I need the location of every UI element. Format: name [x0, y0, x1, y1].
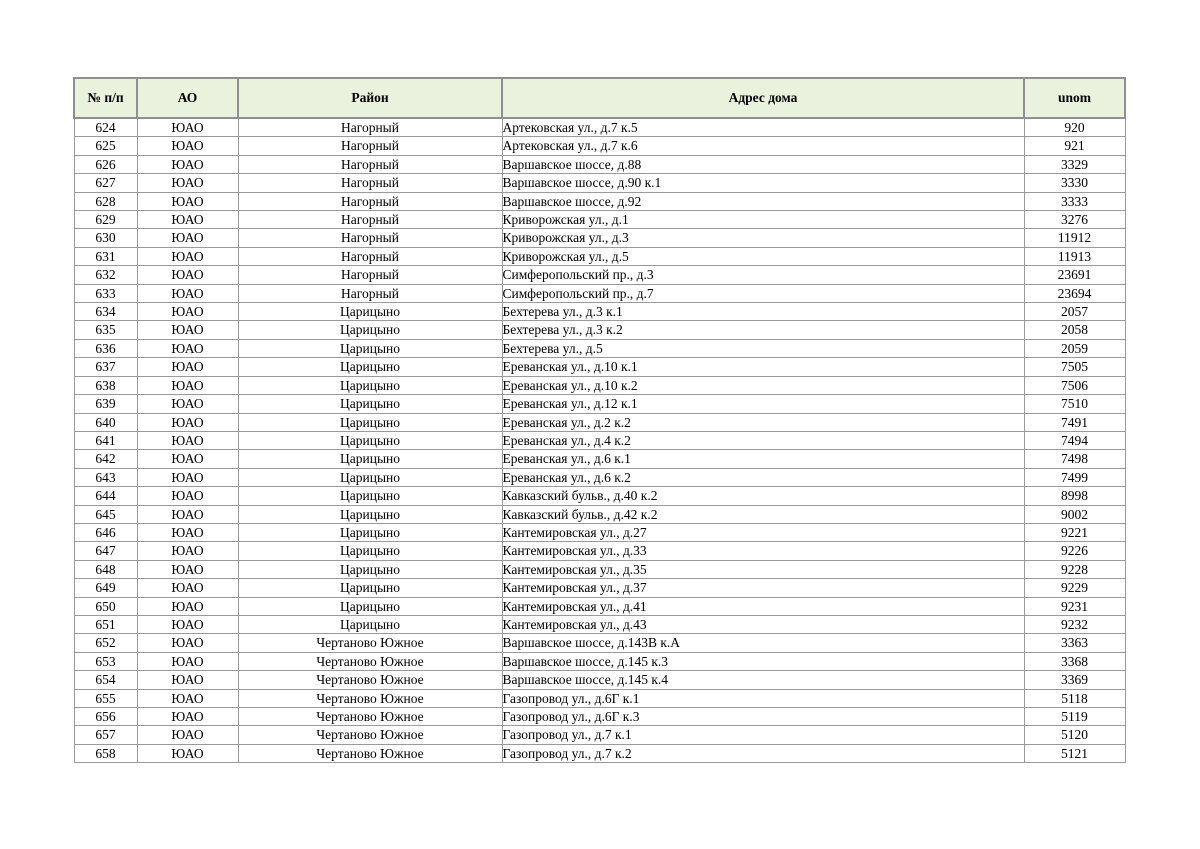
cell-ao: ЮАО [137, 505, 238, 523]
cell-ao: ЮАО [137, 468, 238, 486]
cell-ao: ЮАО [137, 192, 238, 210]
cell-ao: ЮАО [137, 634, 238, 652]
cell-number: 644 [74, 487, 137, 505]
cell-ao: ЮАО [137, 744, 238, 762]
cell-ao: ЮАО [137, 284, 238, 302]
cell-unom: 3276 [1024, 211, 1125, 229]
table-row [74, 744, 1125, 762]
cell-number: 636 [74, 339, 137, 357]
cell-number: 627 [74, 174, 137, 192]
cell-unom: 7498 [1024, 450, 1125, 468]
cell-ao: ЮАО [137, 450, 238, 468]
table-row [74, 413, 1125, 431]
cell-address: Ереванская ул., д.4 к.2 [502, 431, 1024, 449]
table-row [74, 358, 1125, 376]
table-row [74, 450, 1125, 468]
cell-district: Царицыно [238, 597, 502, 615]
cell-address: Криворожская ул., д.5 [502, 247, 1024, 265]
cell-address: Ереванская ул., д.12 к.1 [502, 395, 1024, 413]
table-row [74, 487, 1125, 505]
cell-number: 642 [74, 450, 137, 468]
cell-district: Царицыно [238, 303, 502, 321]
cell-number: 655 [74, 689, 137, 707]
cell-ao: ЮАО [137, 671, 238, 689]
header-number: № п/п [74, 78, 137, 118]
cell-district: Нагорный [238, 284, 502, 302]
table-row [74, 118, 1125, 137]
cell-district: Царицыно [238, 431, 502, 449]
cell-ao: ЮАО [137, 487, 238, 505]
address-table [73, 77, 1126, 763]
cell-unom: 3333 [1024, 192, 1125, 210]
cell-unom: 9221 [1024, 523, 1125, 541]
cell-unom: 3363 [1024, 634, 1125, 652]
table-row [74, 505, 1125, 523]
table-row [74, 247, 1125, 265]
cell-number: 633 [74, 284, 137, 302]
cell-district: Царицыно [238, 468, 502, 486]
cell-unom: 9226 [1024, 542, 1125, 560]
cell-address: Варшавское шоссе, д.143В к.А [502, 634, 1024, 652]
cell-unom: 11912 [1024, 229, 1125, 247]
table-row [74, 174, 1125, 192]
cell-ao: ЮАО [137, 579, 238, 597]
cell-number: 631 [74, 247, 137, 265]
cell-ao: ЮАО [137, 174, 238, 192]
cell-district: Царицыно [238, 321, 502, 339]
cell-ao: ЮАО [137, 431, 238, 449]
cell-ao: ЮАО [137, 339, 238, 357]
cell-address: Кантемировская ул., д.37 [502, 579, 1024, 597]
cell-district: Царицыно [238, 560, 502, 578]
cell-district: Нагорный [238, 192, 502, 210]
cell-ao: ЮАО [137, 523, 238, 541]
cell-district: Царицыно [238, 413, 502, 431]
cell-address: Газопровод ул., д.7 к.1 [502, 726, 1024, 744]
cell-unom: 2058 [1024, 321, 1125, 339]
cell-unom: 9231 [1024, 597, 1125, 615]
cell-ao: ЮАО [137, 358, 238, 376]
cell-number: 657 [74, 726, 137, 744]
cell-number: 630 [74, 229, 137, 247]
table-row [74, 597, 1125, 615]
header-ao: АО [137, 78, 238, 118]
cell-address: Артековская ул., д.7 к.6 [502, 137, 1024, 155]
cell-address: Газопровод ул., д.6Г к.3 [502, 708, 1024, 726]
cell-unom: 3330 [1024, 174, 1125, 192]
cell-district: Царицыно [238, 579, 502, 597]
cell-district: Нагорный [238, 118, 502, 137]
cell-district: Царицыно [238, 358, 502, 376]
cell-number: 651 [74, 615, 137, 633]
table-row [74, 395, 1125, 413]
table-row [74, 321, 1125, 339]
cell-address: Ереванская ул., д.2 к.2 [502, 413, 1024, 431]
cell-unom: 921 [1024, 137, 1125, 155]
cell-address: Варшавское шоссе, д.88 [502, 155, 1024, 173]
cell-district: Нагорный [238, 137, 502, 155]
table-row [74, 634, 1125, 652]
cell-number: 640 [74, 413, 137, 431]
cell-ao: ЮАО [137, 118, 238, 137]
cell-district: Чертаново Южное [238, 708, 502, 726]
cell-ao: ЮАО [137, 211, 238, 229]
cell-unom: 7510 [1024, 395, 1125, 413]
cell-unom: 5119 [1024, 708, 1125, 726]
table-row [74, 303, 1125, 321]
cell-unom: 11913 [1024, 247, 1125, 265]
cell-ao: ЮАО [137, 708, 238, 726]
cell-district: Царицыно [238, 615, 502, 633]
cell-number: 656 [74, 708, 137, 726]
cell-ao: ЮАО [137, 321, 238, 339]
cell-ao: ЮАО [137, 137, 238, 155]
cell-district: Нагорный [238, 155, 502, 173]
cell-address: Ереванская ул., д.6 к.2 [502, 468, 1024, 486]
cell-number: 639 [74, 395, 137, 413]
cell-unom: 3329 [1024, 155, 1125, 173]
cell-address: Кантемировская ул., д.33 [502, 542, 1024, 560]
cell-address: Бехтерева ул., д.5 [502, 339, 1024, 357]
cell-unom: 5121 [1024, 744, 1125, 762]
cell-ao: ЮАО [137, 155, 238, 173]
table-row [74, 192, 1125, 210]
cell-ao: ЮАО [137, 413, 238, 431]
cell-unom: 7491 [1024, 413, 1125, 431]
cell-unom: 9002 [1024, 505, 1125, 523]
cell-number: 628 [74, 192, 137, 210]
cell-number: 641 [74, 431, 137, 449]
cell-district: Царицыно [238, 395, 502, 413]
cell-number: 650 [74, 597, 137, 615]
cell-address: Кантемировская ул., д.41 [502, 597, 1024, 615]
cell-unom: 23691 [1024, 266, 1125, 284]
cell-ao: ЮАО [137, 395, 238, 413]
cell-unom: 3368 [1024, 652, 1125, 670]
cell-unom: 8998 [1024, 487, 1125, 505]
cell-address: Бехтерева ул., д.3 к.2 [502, 321, 1024, 339]
cell-address: Кантемировская ул., д.27 [502, 523, 1024, 541]
cell-number: 638 [74, 376, 137, 394]
cell-address: Ереванская ул., д.10 к.2 [502, 376, 1024, 394]
cell-district: Чертаново Южное [238, 689, 502, 707]
table-row [74, 339, 1125, 357]
cell-number: 643 [74, 468, 137, 486]
table-row [74, 266, 1125, 284]
cell-district: Нагорный [238, 211, 502, 229]
cell-ao: ЮАО [137, 229, 238, 247]
table-body [74, 118, 1125, 763]
cell-number: 635 [74, 321, 137, 339]
cell-number: 629 [74, 211, 137, 229]
cell-number: 646 [74, 523, 137, 541]
cell-district: Чертаново Южное [238, 652, 502, 670]
cell-address: Газопровод ул., д.7 к.2 [502, 744, 1024, 762]
cell-address: Симферопольский пр., д.7 [502, 284, 1024, 302]
header-district: Район [238, 78, 502, 118]
cell-address: Варшавское шоссе, д.145 к.3 [502, 652, 1024, 670]
cell-address: Ереванская ул., д.6 к.1 [502, 450, 1024, 468]
cell-district: Царицыно [238, 523, 502, 541]
table-row [74, 468, 1125, 486]
cell-ao: ЮАО [137, 689, 238, 707]
cell-unom: 920 [1024, 118, 1125, 137]
table-row [74, 708, 1125, 726]
cell-unom: 5120 [1024, 726, 1125, 744]
cell-address: Варшавское шоссе, д.145 к.4 [502, 671, 1024, 689]
cell-unom: 7506 [1024, 376, 1125, 394]
cell-address: Криворожская ул., д.1 [502, 211, 1024, 229]
cell-district: Нагорный [238, 247, 502, 265]
cell-district: Нагорный [238, 266, 502, 284]
table-row [74, 652, 1125, 670]
table-row [74, 284, 1125, 302]
cell-district: Чертаново Южное [238, 726, 502, 744]
cell-unom: 7494 [1024, 431, 1125, 449]
table-row [74, 431, 1125, 449]
cell-address: Симферопольский пр., д.3 [502, 266, 1024, 284]
cell-address: Газопровод ул., д.6Г к.1 [502, 689, 1024, 707]
cell-ao: ЮАО [137, 376, 238, 394]
table-header-row [74, 78, 1125, 118]
cell-number: 648 [74, 560, 137, 578]
cell-unom: 9232 [1024, 615, 1125, 633]
cell-district: Царицыно [238, 450, 502, 468]
cell-district: Чертаново Южное [238, 671, 502, 689]
cell-unom: 2057 [1024, 303, 1125, 321]
table-row [74, 726, 1125, 744]
cell-address: Варшавское шоссе, д.90 к.1 [502, 174, 1024, 192]
table-row [74, 229, 1125, 247]
cell-district: Царицыно [238, 339, 502, 357]
cell-address: Кавказский бульв., д.42 к.2 [502, 505, 1024, 523]
cell-number: 625 [74, 137, 137, 155]
cell-ao: ЮАО [137, 542, 238, 560]
cell-address: Артековская ул., д.7 к.5 [502, 118, 1024, 137]
cell-number: 645 [74, 505, 137, 523]
cell-district: Чертаново Южное [238, 634, 502, 652]
cell-number: 632 [74, 266, 137, 284]
cell-number: 649 [74, 579, 137, 597]
header-unom: unom [1024, 78, 1125, 118]
table-row [74, 137, 1125, 155]
cell-district: Царицыно [238, 376, 502, 394]
cell-unom: 9229 [1024, 579, 1125, 597]
cell-unom: 5118 [1024, 689, 1125, 707]
cell-ao: ЮАО [137, 303, 238, 321]
table-row [74, 542, 1125, 560]
cell-number: 658 [74, 744, 137, 762]
cell-address: Кавказский бульв., д.40 к.2 [502, 487, 1024, 505]
cell-number: 652 [74, 634, 137, 652]
table-row [74, 579, 1125, 597]
cell-ao: ЮАО [137, 266, 238, 284]
table-row [74, 523, 1125, 541]
cell-number: 654 [74, 671, 137, 689]
cell-number: 624 [74, 118, 137, 137]
cell-district: Царицыно [238, 487, 502, 505]
cell-address: Криворожская ул., д.3 [502, 229, 1024, 247]
cell-address: Кантемировская ул., д.43 [502, 615, 1024, 633]
cell-number: 637 [74, 358, 137, 376]
cell-unom: 2059 [1024, 339, 1125, 357]
cell-ao: ЮАО [137, 560, 238, 578]
cell-number: 634 [74, 303, 137, 321]
cell-address: Кантемировская ул., д.35 [502, 560, 1024, 578]
cell-ao: ЮАО [137, 652, 238, 670]
cell-unom: 9228 [1024, 560, 1125, 578]
table-row [74, 689, 1125, 707]
cell-district: Царицыно [238, 505, 502, 523]
table-row [74, 560, 1125, 578]
cell-district: Нагорный [238, 229, 502, 247]
table-row [74, 671, 1125, 689]
cell-address: Варшавское шоссе, д.92 [502, 192, 1024, 210]
cell-address: Бехтерева ул., д.3 к.1 [502, 303, 1024, 321]
cell-ao: ЮАО [137, 615, 238, 633]
table-row [74, 376, 1125, 394]
cell-ao: ЮАО [137, 597, 238, 615]
table-row [74, 615, 1125, 633]
table-row [74, 211, 1125, 229]
cell-address: Ереванская ул., д.10 к.1 [502, 358, 1024, 376]
cell-district: Нагорный [238, 174, 502, 192]
cell-number: 653 [74, 652, 137, 670]
cell-unom: 3369 [1024, 671, 1125, 689]
cell-number: 647 [74, 542, 137, 560]
table-row [74, 155, 1125, 173]
cell-unom: 23694 [1024, 284, 1125, 302]
cell-ao: ЮАО [137, 247, 238, 265]
cell-district: Чертаново Южное [238, 744, 502, 762]
cell-ao: ЮАО [137, 726, 238, 744]
cell-district: Царицыно [238, 542, 502, 560]
cell-unom: 7505 [1024, 358, 1125, 376]
cell-number: 626 [74, 155, 137, 173]
cell-unom: 7499 [1024, 468, 1125, 486]
header-address: Адрес дома [502, 78, 1024, 118]
